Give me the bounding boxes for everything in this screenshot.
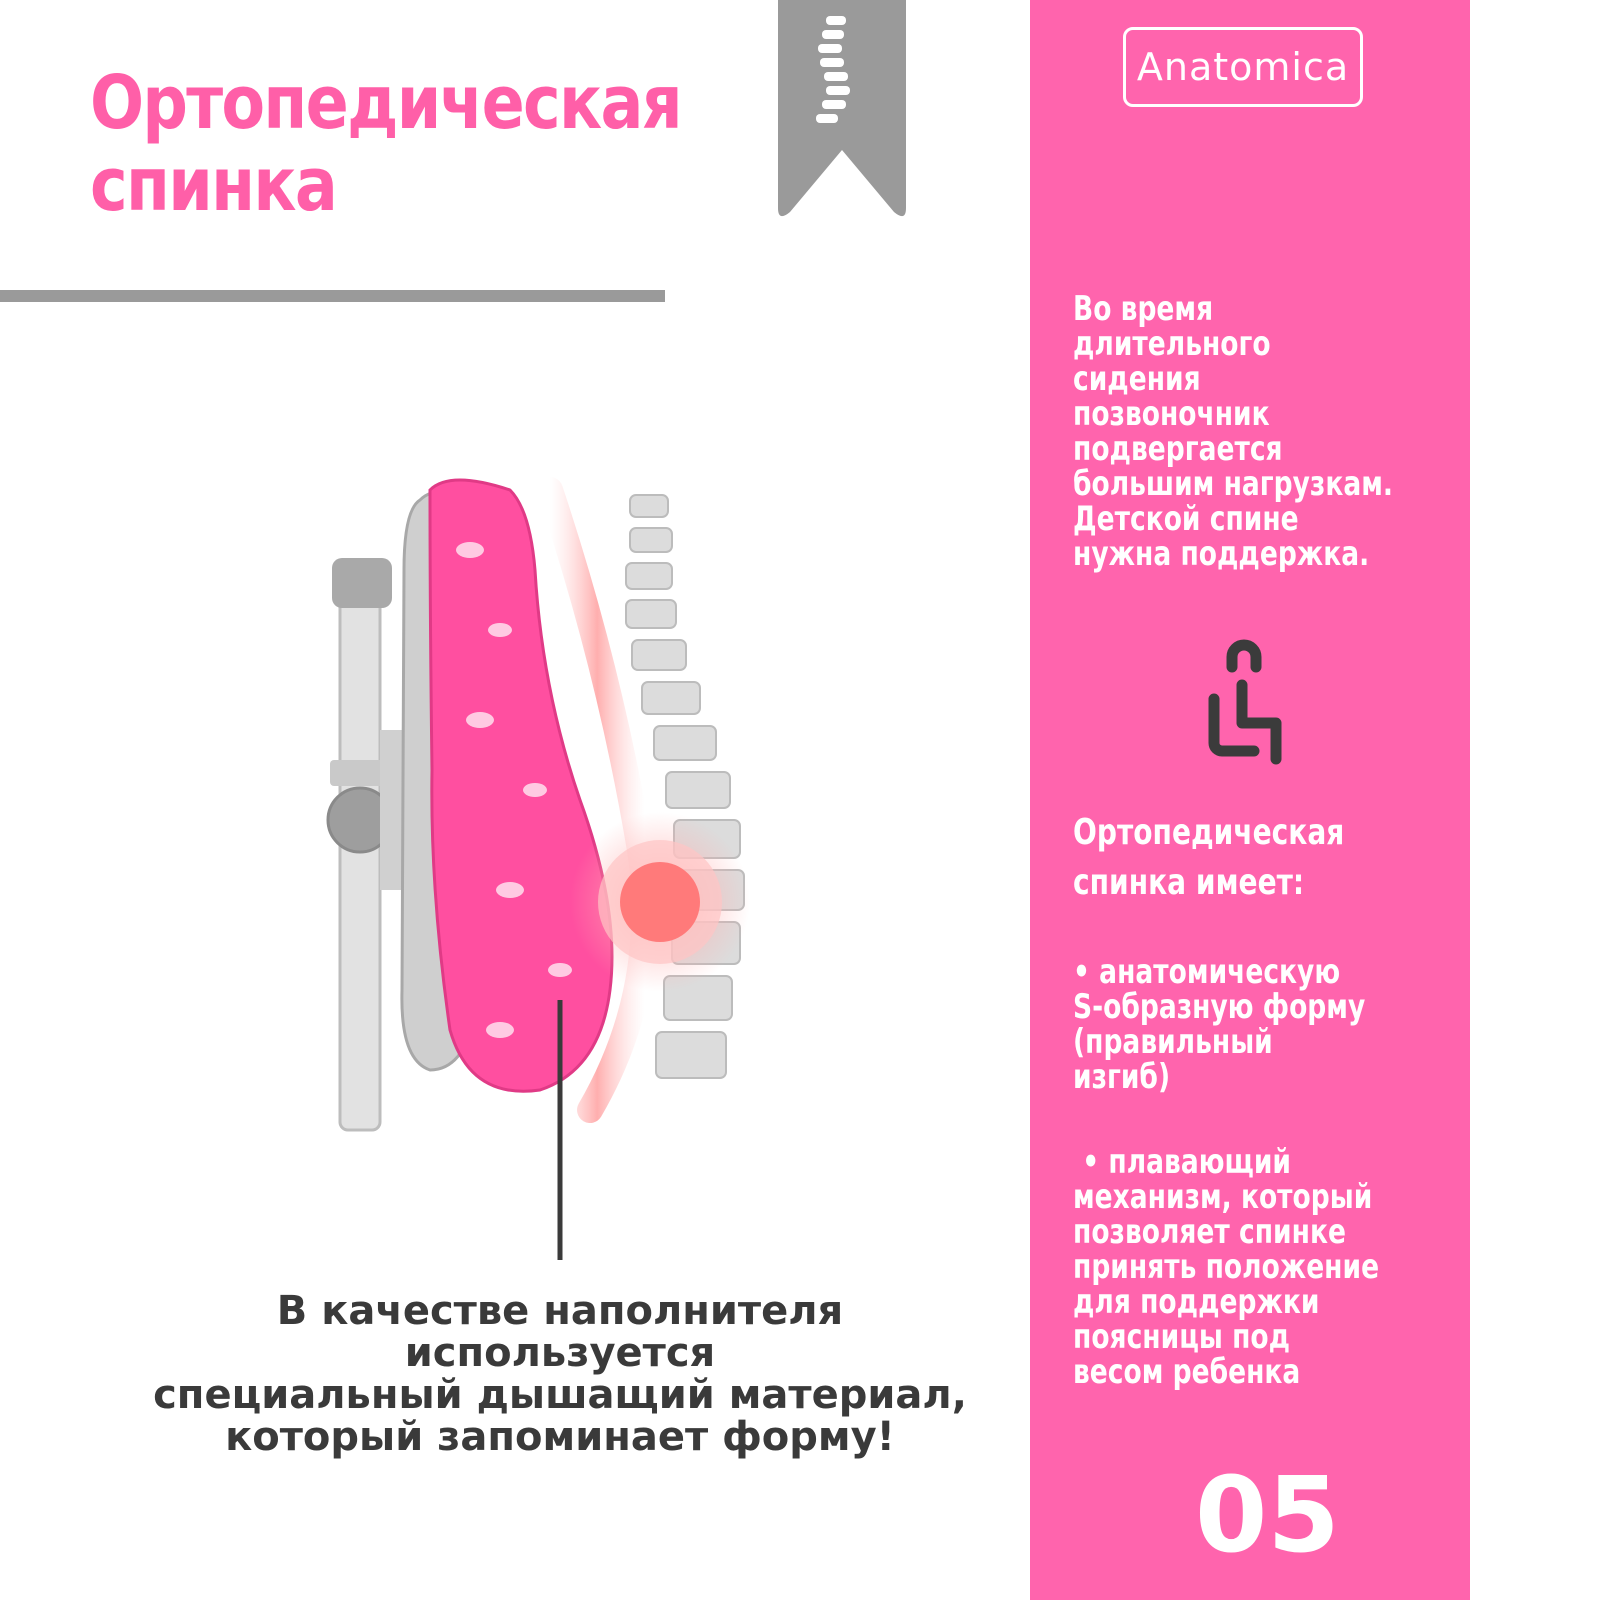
text-line: большим нагрузкам.: [1073, 464, 1393, 504]
title-line: спинка: [90, 142, 337, 228]
intro-text: [1073, 289, 1393, 574]
text-line: изгиб): [1073, 1057, 1171, 1097]
text-line: принять положение: [1073, 1247, 1380, 1287]
text-line: • анатомическую: [1073, 952, 1341, 992]
page-title: [90, 62, 681, 226]
caption-line: специальный дышащий материал,: [153, 1372, 967, 1418]
text-line: Во время: [1073, 289, 1214, 329]
text-line: позвоночник: [1073, 394, 1270, 434]
caption-line: В качестве наполнителя используется: [276, 1288, 844, 1376]
brand-logo: Anatomica: [1123, 27, 1363, 107]
text-line: весом ребенка: [1073, 1352, 1301, 1392]
text-line: сидения: [1073, 359, 1201, 399]
spine-bookmark: [778, 0, 906, 222]
text-line: • плавающий: [1073, 1142, 1292, 1182]
backrest-illustration: [320, 470, 840, 1270]
feature-item-mechanism: [1073, 1142, 1380, 1392]
caption-line: который запоминает форму!: [225, 1414, 895, 1460]
text-line: Ортопедическая: [1073, 812, 1345, 853]
features-heading: [1073, 808, 1344, 908]
page-number: 05: [1195, 1454, 1340, 1576]
text-line: (правильный: [1073, 1022, 1273, 1062]
text-line: спинка имеет:: [1073, 862, 1305, 903]
text-line: S-образную форму: [1073, 987, 1366, 1027]
lumbar-target: [570, 812, 750, 992]
filler-caption: [120, 1290, 1000, 1458]
text-line: длительного: [1073, 324, 1271, 364]
text-line: Детской спине: [1073, 499, 1299, 539]
text-line: подвергается: [1073, 429, 1283, 469]
feature-item-shape: [1073, 952, 1366, 1097]
text-line: для поддержки: [1073, 1282, 1320, 1322]
title-line: Ортопедическая: [90, 60, 681, 146]
text-line: механизм, который: [1073, 1177, 1373, 1217]
text-line: поясницы под: [1073, 1317, 1291, 1357]
text-line: позволяет спинке: [1073, 1212, 1346, 1252]
title-divider: [0, 290, 665, 302]
text-line: нужна поддержка.: [1073, 534, 1370, 574]
seated-person-icon: [1196, 637, 1296, 773]
